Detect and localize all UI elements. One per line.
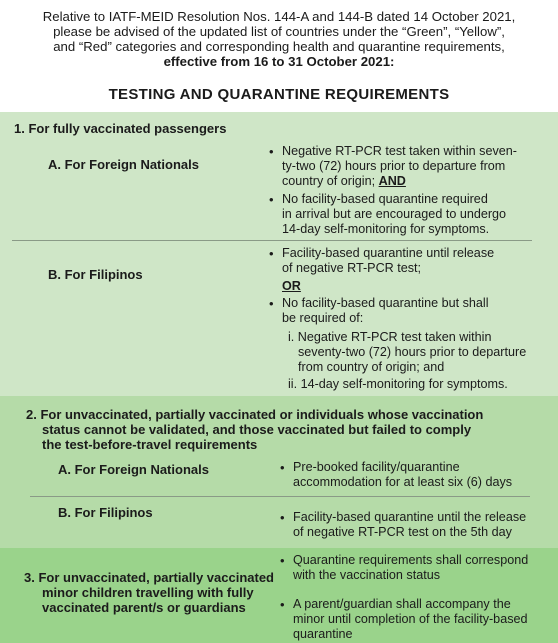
section-3-bullet-2: • A parent/guardian shall accompany the minor until completion of the facility-based quarantine [280, 597, 528, 641]
intro-line-effective: effective from 16 to 31 October 2021: [163, 54, 395, 69]
bullet-dot-icon: • [280, 460, 285, 475]
section-1b-bullet-1: • Facility-based quarantine until release of negative RT-PCR test; [269, 246, 495, 275]
section-1a-label: A. For Foreign Nationals [48, 157, 199, 172]
bullet-dot-icon: • [280, 597, 285, 612]
section-2b-label: B. For Filipinos [58, 505, 153, 520]
section-2a-label: A. For Foreign Nationals [58, 462, 209, 477]
section-2a-bullet: • Pre-booked facility/quarantine accommodation for at least six (6) days [280, 460, 513, 489]
bullet-dot-icon: • [269, 296, 274, 311]
section-3-title: 3. For unvaccinated, partially vaccinated minor children travelling with fully vaccinated parent/s or guardians [24, 570, 274, 615]
bullet-dot-icon: • [280, 510, 285, 525]
section-1b-subitem-ii: ii. 14-day self-monitoring for symptoms. [288, 377, 508, 391]
section-1a-bullet-1: • Negative RT-PCR test taken within seven- ty-two (72) hours prior to departure from country of origin; AND [269, 144, 517, 188]
section-3-bullet-1: • Quarantine requirements shall correspond with the vaccination status [280, 553, 529, 582]
section-2-divider [30, 496, 530, 497]
intro-line-2: please be advised of the updated list of countries under the “Green”, “Yellow”, [53, 24, 505, 39]
intro-line-1: Relative to IATF-MEID Resolution Nos. 144-A and 144-B dated 14 October 2021, [42, 9, 516, 24]
section-1b-subitem-i: i. Negative RT-PCR test taken within seventy-two (72) hours prior to departure from country of origin; and [288, 330, 527, 374]
bullet-dot-icon: • [269, 192, 274, 207]
section-2b-bullet: • Facility-based quarantine until the release of negative RT-PCR test on the 5th day [280, 510, 527, 539]
section-2-title: 2. For unvaccinated, partially vaccinated or individuals whose vaccination status cannot be validated, and those vaccinated but failed to comply the test-before-travel requirements [26, 407, 484, 452]
bullet-dot-icon: • [269, 246, 274, 261]
or-connector: OR [282, 279, 301, 293]
section-1-divider [12, 240, 532, 241]
section-1b-bullet-2: • No facility-based quarantine but shall be required of: [269, 296, 489, 325]
intro-line-3: and “Red” categories and corresponding health and quarantine requirements, [53, 39, 505, 54]
section-1-title: 1. For fully vaccinated passengers [14, 121, 227, 136]
section-1b-label: B. For Filipinos [48, 267, 143, 282]
and-connector: AND [378, 174, 406, 188]
bullet-dot-icon: • [280, 553, 285, 568]
bullet-dot-icon: • [269, 144, 274, 159]
section-1a-bullet-2: • No facility-based quarantine required in arrival but are encouraged to undergo 14-day self-monitoring for symptoms. [269, 192, 507, 236]
page-heading: TESTING AND QUARANTINE REQUIREMENTS [108, 86, 450, 103]
